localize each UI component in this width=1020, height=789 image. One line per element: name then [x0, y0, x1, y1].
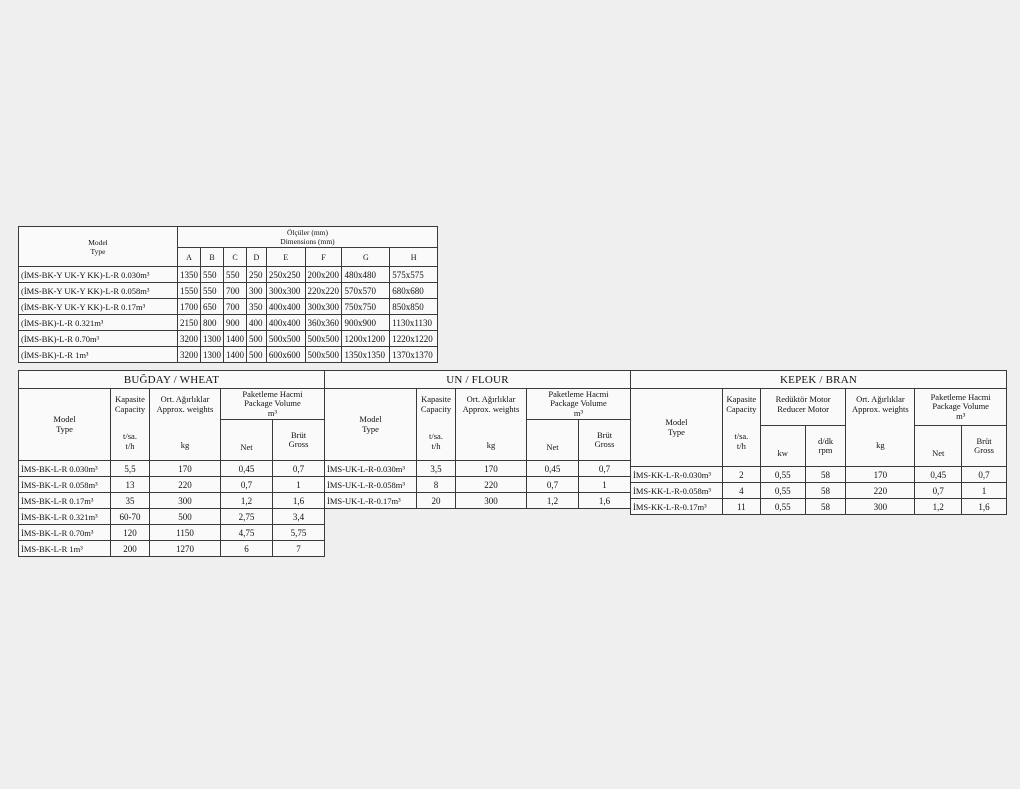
bran-row	[631, 499, 1007, 515]
wheat-value-cell: 170	[150, 461, 221, 477]
flour-value-cell: 0,7	[527, 477, 579, 493]
dim-letter-e: E	[266, 248, 305, 267]
dim-row	[19, 315, 438, 331]
dim-letter-a: A	[177, 248, 200, 267]
dim-value-cell: 1300	[200, 347, 223, 363]
bran-value-cell: 300	[846, 499, 915, 515]
bran-rpm-header: d/dk rpm	[805, 426, 846, 467]
wheat-weight-header: Ort. Ağırlıklar Approx. weights kg	[150, 389, 221, 461]
flour-value-cell: 220	[456, 477, 527, 493]
wheat-value-cell: 1	[273, 477, 325, 493]
bran-package-header: Paketleme Hacmi Package Volume m³	[915, 389, 1007, 426]
dim-row	[19, 267, 438, 283]
dim-dimensions-header: Ölçüler (mm) Dimensions (mm)	[177, 227, 437, 248]
bran-model-header: Model Type	[631, 389, 723, 467]
dim-value-cell: 400x400	[266, 299, 305, 315]
bran-value-cell: 1,6	[962, 499, 1007, 515]
dim-value-cell: 480x480	[342, 267, 390, 283]
dim-value-cell: 850x850	[390, 299, 438, 315]
dim-value-cell: 3200	[177, 331, 200, 347]
wheat-value-cell: 6	[221, 541, 273, 557]
wheat-value-cell: 200	[111, 541, 150, 557]
dim-value-cell: 550	[200, 283, 223, 299]
dim-value-cell: 750x750	[342, 299, 390, 315]
dim-value-cell: 700	[223, 283, 246, 299]
dim-value-cell: 200x200	[305, 267, 342, 283]
wheat-net-header: Net	[221, 420, 273, 461]
wheat-value-cell: 60-70	[111, 509, 150, 525]
wheat-value-cell: 5,5	[111, 461, 150, 477]
wheat-value-cell: 0,45	[221, 461, 273, 477]
wheat-model-cell: İMS-BK-L-R 1m³	[19, 541, 111, 557]
dim-letter-d: D	[246, 248, 266, 267]
dim-value-cell: 500x500	[305, 347, 342, 363]
dimensions-table	[18, 226, 438, 363]
dim-model-cell: (İMS-BK-Y UK-Y KK)-L-R 0.058m³	[19, 283, 178, 299]
flour-net-header: Net	[527, 420, 579, 461]
dim-value-cell: 1700	[177, 299, 200, 315]
dim-value-cell: 500	[246, 331, 266, 347]
dim-value-cell: 550	[223, 267, 246, 283]
dim-value-cell: 1130x1130	[390, 315, 438, 331]
flour-value-cell: 0,7	[579, 461, 631, 477]
bran-value-cell: 4	[722, 483, 760, 499]
bran-value-cell: 2	[722, 467, 760, 483]
wheat-row	[19, 509, 325, 525]
bran-gross-header: Brüt Gross	[962, 426, 1007, 467]
wheat-value-cell: 500	[150, 509, 221, 525]
wheat-package-header: Paketleme Hacmi Package Volume m³	[221, 389, 325, 420]
dim-row	[19, 283, 438, 299]
dim-value-cell: 500	[246, 347, 266, 363]
dim-value-cell: 300x300	[305, 299, 342, 315]
flour-row	[325, 461, 631, 477]
bran-weight-header: Ort. Ağırlıklar Approx. weights kg	[846, 389, 915, 467]
bran-net-header: Net	[915, 426, 962, 467]
dim-value-cell: 700	[223, 299, 246, 315]
wheat-value-cell: 1,6	[273, 493, 325, 509]
bran-value-cell: 0,55	[760, 483, 805, 499]
flour-model-header: Model Type	[325, 389, 417, 461]
flour-value-cell: 170	[456, 461, 527, 477]
wheat-value-cell: 1150	[150, 525, 221, 541]
dim-value-cell: 550	[200, 267, 223, 283]
wheat-value-cell: 5,75	[273, 525, 325, 541]
bran-title: KEPEK / BRAN	[631, 371, 1007, 389]
dim-value-cell: 1300	[200, 331, 223, 347]
flour-value-cell: 1,2	[527, 493, 579, 509]
flour-value-cell: 0,45	[527, 461, 579, 477]
flour-model-cell: İMS-UK-L-R-0.058m³	[325, 477, 417, 493]
flour-value-cell: 3,5	[417, 461, 456, 477]
bran-value-cell: 58	[805, 483, 846, 499]
wheat-model-cell: İMS-BK-L-R 0.17m³	[19, 493, 111, 509]
bran-value-cell: 1	[962, 483, 1007, 499]
dim-value-cell: 800	[200, 315, 223, 331]
bran-row	[631, 483, 1007, 499]
dim-value-cell: 1400	[223, 347, 246, 363]
dim-value-cell: 400x400	[266, 315, 305, 331]
wheat-value-cell: 13	[111, 477, 150, 493]
dim-model-cell: (İMS-BK-Y UK-Y KK)-L-R 0.030m³	[19, 267, 178, 283]
dim-letter-b: B	[200, 248, 223, 267]
dim-letter-h: H	[390, 248, 438, 267]
wheat-value-cell: 4,75	[221, 525, 273, 541]
wheat-model-cell: İMS-BK-L-R 0.321m³	[19, 509, 111, 525]
wheat-row	[19, 525, 325, 541]
flour-value-cell: 300	[456, 493, 527, 509]
wheat-value-cell: 2,75	[221, 509, 273, 525]
dim-value-cell: 570x570	[342, 283, 390, 299]
bran-model-cell: İMS-KK-L-R-0.058m³	[631, 483, 723, 499]
flour-gross-header: Brüt Gross	[579, 420, 631, 461]
dim-letter-g: G	[342, 248, 390, 267]
dim-value-cell: 1200x1200	[342, 331, 390, 347]
wheat-model-cell: İMS-BK-L-R 0.058m³	[19, 477, 111, 493]
dim-value-cell: 400	[246, 315, 266, 331]
wheat-model-cell: İMS-BK-L-R 0.030m³	[19, 461, 111, 477]
dim-letter-c: C	[223, 248, 246, 267]
dim-value-cell: 900x900	[342, 315, 390, 331]
bran-kw-header: kw	[760, 426, 805, 467]
dim-value-cell: 2150	[177, 315, 200, 331]
bran-value-cell: 170	[846, 467, 915, 483]
bran-motor-header: Redüktör Motor Reducer Motor	[760, 389, 846, 426]
wheat-title: BUĞDAY / WHEAT	[19, 371, 325, 389]
flour-table	[324, 370, 631, 509]
flour-model-cell: İMS-UK-L-R-0.17m³	[325, 493, 417, 509]
flour-value-cell: 1,6	[579, 493, 631, 509]
dim-value-cell: 680x680	[390, 283, 438, 299]
dim-letter-f: F	[305, 248, 342, 267]
bran-value-cell: 0,7	[915, 483, 962, 499]
dim-value-cell: 500x500	[305, 331, 342, 347]
dim-value-cell: 250x250	[266, 267, 305, 283]
dim-model-cell: (İMS-BK-Y UK-Y KK)-L-R 0.17m³	[19, 299, 178, 315]
dim-value-cell: 3200	[177, 347, 200, 363]
dim-value-cell: 650	[200, 299, 223, 315]
dim-value-cell: 500x500	[266, 331, 305, 347]
bran-model-cell: İMS-KK-L-R-0.030m³	[631, 467, 723, 483]
bran-value-cell: 0,55	[760, 467, 805, 483]
flour-value-cell: 1	[579, 477, 631, 493]
bran-row	[631, 467, 1007, 483]
dim-value-cell: 1370x1370	[390, 347, 438, 363]
bran-value-cell: 0,45	[915, 467, 962, 483]
wheat-model-cell: İMS-BK-L-R 0.70m³	[19, 525, 111, 541]
wheat-value-cell: 0,7	[273, 461, 325, 477]
bran-value-cell: 58	[805, 499, 846, 515]
wheat-model-header: Model Type	[19, 389, 111, 461]
flour-value-cell: 20	[417, 493, 456, 509]
wheat-capacity-header: Kapasite Capacity t/sa. t/h	[111, 389, 150, 461]
dim-value-cell: 1350	[177, 267, 200, 283]
wheat-row	[19, 541, 325, 557]
flour-row	[325, 477, 631, 493]
bran-value-cell: 0,55	[760, 499, 805, 515]
wheat-value-cell: 7	[273, 541, 325, 557]
bran-value-cell: 0,7	[962, 467, 1007, 483]
dim-value-cell: 250	[246, 267, 266, 283]
dim-value-cell: 600x600	[266, 347, 305, 363]
dim-row	[19, 347, 438, 363]
dim-model-cell: (İMS-BK)-L-R 0.321m³	[19, 315, 178, 331]
wheat-row	[19, 493, 325, 509]
bran-value-cell: 58	[805, 467, 846, 483]
wheat-value-cell: 1,2	[221, 493, 273, 509]
wheat-row	[19, 461, 325, 477]
dim-value-cell: 220x220	[305, 283, 342, 299]
dim-value-cell: 1350x1350	[342, 347, 390, 363]
flour-weight-header: Ort. Ağırlıklar Approx. weights kg	[456, 389, 527, 461]
wheat-gross-header: Brüt Gross	[273, 420, 325, 461]
wheat-value-cell: 300	[150, 493, 221, 509]
wheat-value-cell: 1270	[150, 541, 221, 557]
wheat-value-cell: 120	[111, 525, 150, 541]
dim-value-cell: 350	[246, 299, 266, 315]
bran-value-cell: 220	[846, 483, 915, 499]
dim-value-cell: 300x300	[266, 283, 305, 299]
dim-row	[19, 299, 438, 315]
dim-model-cell: (İMS-BK)-L-R 0.70m³	[19, 331, 178, 347]
flour-package-header: Paketleme Hacmi Package Volume m³	[527, 389, 631, 420]
dim-value-cell: 1550	[177, 283, 200, 299]
dim-value-cell: 1400	[223, 331, 246, 347]
bran-capacity-header: Kapasite Capacity t/sa. t/h	[722, 389, 760, 467]
dim-value-cell: 575x575	[390, 267, 438, 283]
bran-model-cell: İMS-KK-L-R-0.17m³	[631, 499, 723, 515]
flour-title: UN / FLOUR	[325, 371, 631, 389]
wheat-value-cell: 220	[150, 477, 221, 493]
flour-row	[325, 493, 631, 509]
dim-model-header: Model Type	[19, 227, 178, 267]
dim-value-cell: 1220x1220	[390, 331, 438, 347]
wheat-value-cell: 3,4	[273, 509, 325, 525]
flour-capacity-header: Kapasite Capacity t/sa. t/h	[417, 389, 456, 461]
dim-row	[19, 331, 438, 347]
dim-model-cell: (İMS-BK)-L-R 1m³	[19, 347, 178, 363]
bran-value-cell: 1,2	[915, 499, 962, 515]
wheat-value-cell: 0,7	[221, 477, 273, 493]
wheat-value-cell: 35	[111, 493, 150, 509]
bran-value-cell: 11	[722, 499, 760, 515]
dim-value-cell: 300	[246, 283, 266, 299]
bran-table	[630, 370, 1007, 515]
wheat-row	[19, 477, 325, 493]
dim-value-cell: 900	[223, 315, 246, 331]
dim-value-cell: 360x360	[305, 315, 342, 331]
wheat-table	[18, 370, 325, 557]
flour-model-cell: İMS-UK-L-R-0.030m³	[325, 461, 417, 477]
flour-value-cell: 8	[417, 477, 456, 493]
